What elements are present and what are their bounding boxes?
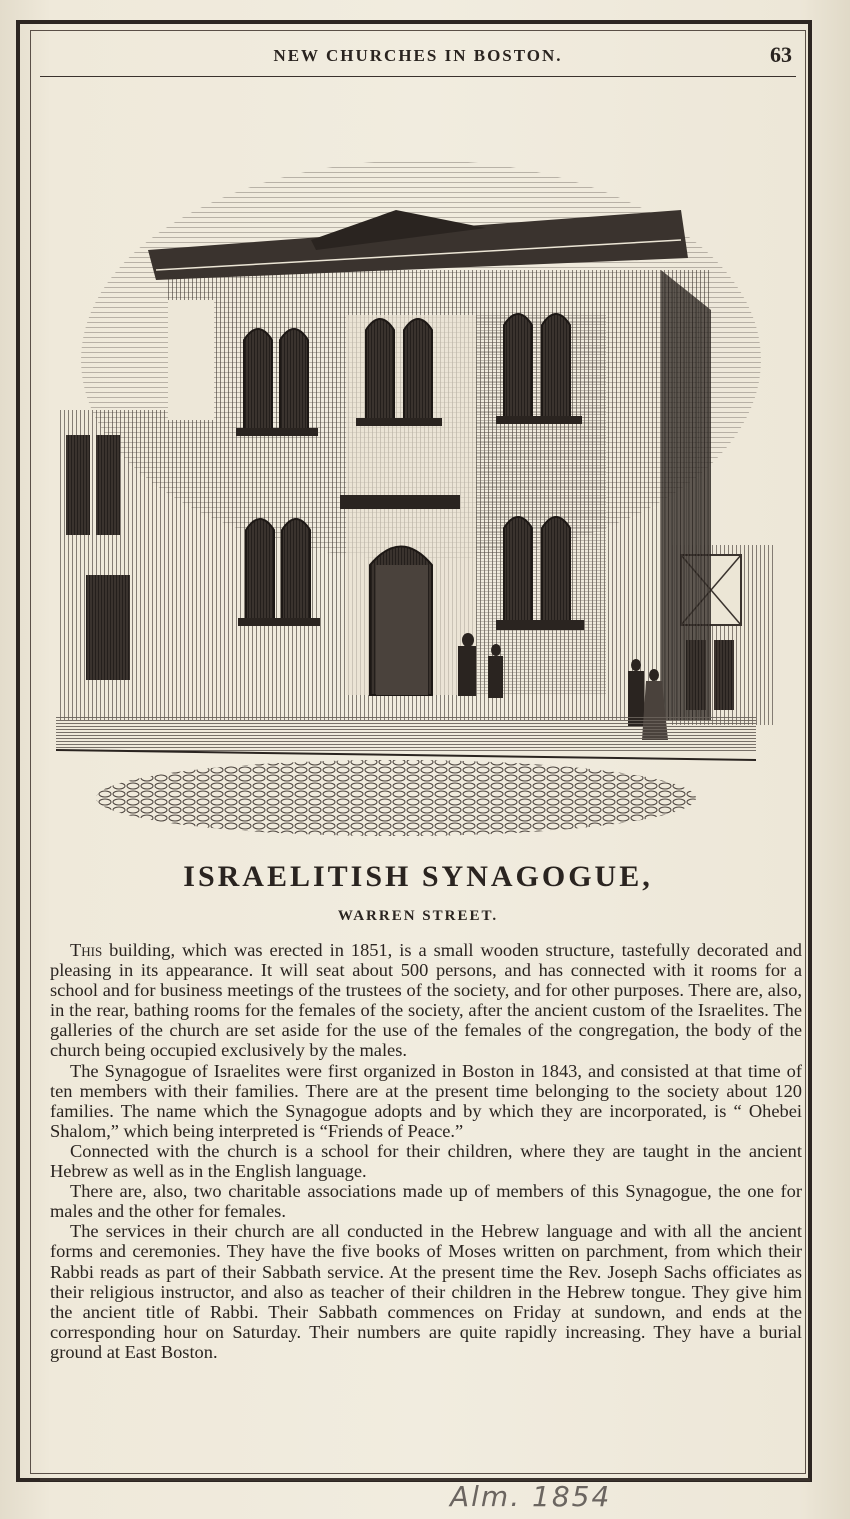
paragraph-lead: This (70, 940, 103, 960)
bottom-rule (40, 1478, 810, 1481)
paragraph-text: The services in their church are all conducted in the Hebrew language and with all the ancient forms and ceremonies. They have the five books of Moses written on parchment, from which their Rabbi reads as part of their Sabbath service. At the present time the Rev. Joseph Sachs officiates as their religious instructor, and also as teacher of their children in the Hebrew tongue. They give him the ancient title of Rabbi. Their Sabbath commences on Friday at sundown, and ends at the corresponding hour on Saturday. Their numbers are quite rapidly increasing. They have a burial ground at East Boston. (50, 1221, 802, 1362)
paragraph-text: There are, also, two charitable associations made up of members of this Synagogue, the one for males and the other for females. (50, 1181, 802, 1222)
handwritten-annotation: Alm. 1854 (450, 1480, 612, 1513)
article-body (50, 940, 802, 1362)
engraving-title: ISRAELITISH SYNAGOGUE, (183, 860, 653, 893)
engraving-subtitle: WARREN STREET. (337, 908, 499, 924)
header-rule (40, 76, 796, 77)
paragraph (50, 1221, 802, 1362)
paragraph (50, 1141, 802, 1181)
synagogue-engraving (56, 110, 786, 840)
paragraph-text: Connected with the church is a school for their children, where they are taught in the ancient Hebrew as well as in the English language. (50, 1140, 802, 1182)
paragraph (50, 940, 802, 1061)
paragraph (50, 1181, 802, 1221)
running-head: NEW CHURCHES IN BOSTON. (273, 46, 563, 65)
paragraph (50, 1061, 802, 1141)
page-number: 63 (770, 42, 792, 67)
paragraph-text: building, which was erected in 1851, is a small wooden structure, tastefully decorated and pleasing in its appearance. It will seat about 500 persons, and has connected with it rooms for a school and for business meetings of the trustees of the society, and for other purposes. There are, also, in the rear, bathing rooms for the females of the society, after the ancient custom of the Israelites. The galleries of the church are set aside for the use of the females of the congregation, the body of the church being occupied exclusively by the males. (50, 940, 802, 1061)
paragraph-text: The Synagogue of Israelites were first organized in Boston in 1843, and consisted at that time of ten members with their families. There are at the present time belonging to the society about 120 families. The name which the Synagogue adopts and by which they are incorporated, is “ Ohebei Shalom,” which being interpreted is “Friends of Peace.” (50, 1060, 802, 1141)
